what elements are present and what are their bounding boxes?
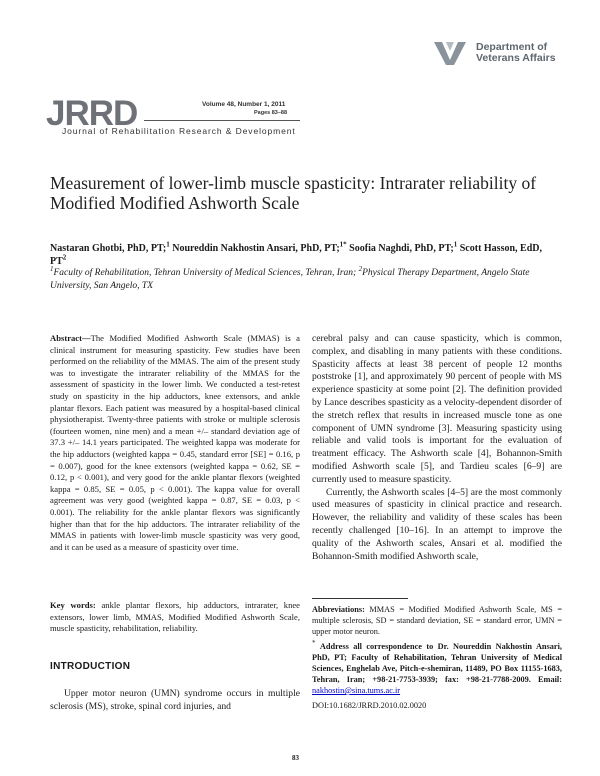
keywords	[50, 600, 300, 635]
va-department-text	[476, 42, 556, 64]
volume-info: Volume 48, Number 1, 2011	[202, 101, 286, 108]
right-column	[312, 333, 562, 563]
footnote-rule	[312, 598, 408, 599]
correspondence-sup: *	[312, 639, 316, 648]
doi: DOI:10.1682/JRRD.2010.02.0020	[312, 701, 427, 710]
author-4: Scott Hasson, EdD, PT	[50, 243, 542, 267]
va-line-2: Veterans Affairs	[476, 52, 556, 64]
va-line-1: Department of	[476, 41, 548, 53]
body-paragraph-2: Currently, the Ashworth scales [4–5] are the most commonly used measures of spasticity in clinical practice and research. However, the reliability and validity of these scales has been recently challenged [10–16]. In an attempt to improve the quality of the Ashworth scales, Ansari et al. modified the Bohannon-Smith modified Ashworth scale,	[312, 486, 562, 562]
affiliation-1-sup: 1	[50, 264, 54, 273]
author-1: Nastaran Ghotbi, PhD, PT;	[50, 243, 167, 254]
va-emblem-icon	[432, 38, 472, 66]
affiliation-2-sup: 2	[358, 264, 363, 273]
author-2: Noureddin Nakhostin Ansari, PhD, PT;	[172, 243, 340, 254]
author-3: Soofia Naghdi, PhD, PT;	[349, 243, 454, 254]
abbreviations-text: MMAS = Modified Modified Ashworth Scale, MS = multiple sclerosis, SD = standard deviation, SE = standard error, UMN = upper motor neuron.	[312, 605, 562, 636]
abbreviations-label: Abbreviations:	[312, 605, 365, 614]
email-link[interactable]: nakhostin@sina.tums.ac.ir	[312, 686, 401, 695]
journal-name: Journal of Rehabilitation Research & Development	[62, 126, 296, 136]
abbreviations-note	[312, 604, 562, 637]
affiliation-1: Faculty of Rehabilitation, Tehran University of Medical Sciences, Tehran, Iran;	[53, 268, 357, 278]
correspondence-text: Address all correspondence to Dr. Noureddin Nakhostin Ansari, PhD, PT; Faculty of Rehabilitation, Tehran University of Medical Sciences, Enghelab Ave, Pitch-e-shemiran, 11489, PO Box 11155-1683, Tehran, Iran; +98-21-7753-3939; fax: +98-21-7788-2009. Email:	[312, 642, 562, 684]
header-rule	[144, 120, 300, 121]
affiliation-2: Physical Therapy Department, Angelo State University, San Angelo, TX	[50, 268, 530, 291]
author-list	[50, 242, 560, 268]
keywords-label: Key words:	[50, 600, 96, 610]
abstract	[50, 333, 300, 553]
body-paragraph-1: cerebral palsy and can cause spasticity, which is common, complex, and disabling in many patients with these conditions. Spasticity affects at least 38 percent of people 12 months poststroke [1], and approximately 90 percent of people with MS experience spasticity at some point [2]. The definition provided by Lance describes spasticity as a velocity-dependent disorder of the stretch reflex that results in increased muscle tone as one component of UMN syndrome [3]. Measuring spasticity using reliable and valid tools is important for the evaluation of treatment efficacy. The Ashworth scale [4], Bohannon-Smith modified Ashworth scale [5], and Tardieu scales [6–9] are currently used to measure spasticity.	[312, 333, 562, 485]
author-3-sup: 1	[453, 240, 458, 249]
footnotes	[312, 604, 562, 715]
abstract-label: Abstract—	[50, 333, 91, 343]
author-4-sup: 2	[62, 253, 67, 262]
va-logo	[432, 36, 562, 68]
correspondence-note	[312, 641, 562, 696]
jrrd-logo: JRRD	[46, 94, 138, 133]
abstract-text: The Modified Modified Ashworth Scale (MMAS) is a clinical instrument for measuring spasticity. Few studies have been performed on the reliability of the MMAS. The aim of the present study was to investigate the intrarater reliability of the MMAS for the assessment of spasticity in the lower limb. We conducted a test-retest study on spasticity in the hip adductors, knee extensors, and ankle plantar flexors. Each patient was measured by a hospital-based clinical physiotherapist. Twenty-three patients with stroke or multiple sclerosis (fourteen women, nine men) and a mean +/– standard deviation age of 37.3 +/– 14.1 years participated. The weighted kappa was moderate for the hip adductors (weighted kappa = 0.45, standard error [SE] = 0.16, p = 0.007), good for the knee extensors (weighted kappa = 0.62, SE = 0.12, p < 0.001), and very good for the ankle plantar flexors (weighted kappa = 0.85, SE = 0.05, p < 0.001). The kappa value for overall agreement was very good (weighted kappa = 0.87, SE = 0.03, p < 0.001). The reliability for the ankle plantar flexors was significantly higher than that for the hip adductors. The intrarater reliability of the MMAS in patients with lower-limb muscle spasticity was very good, and it can be used as a measure of spasticity over time.	[50, 333, 300, 552]
author-1-sup: 1	[166, 240, 170, 249]
pages-info: Pages 83–88	[254, 110, 288, 116]
author-2-sup: 1*	[339, 240, 347, 249]
intro-paragraph: Upper motor neuron (UMN) syndrome occurs in multiple sclerosis (MS), stroke, spinal cord injuries, and	[50, 688, 300, 712]
article-title: Measurement of lower-limb muscle spasticity: Intrarater reliability of Modified Modified Ashworth Scale	[50, 173, 537, 213]
page-number: 83	[292, 754, 299, 762]
affiliations	[50, 264, 560, 293]
intro-heading: INTRODUCTION	[50, 661, 131, 672]
keywords-text: ankle plantar flexors, hip adductors, intrarater, knee extensors, lower limb, MMAS, Modified Modified Ashworth Scale, muscle spasticity, rehabilitation, reliability.	[50, 600, 300, 634]
